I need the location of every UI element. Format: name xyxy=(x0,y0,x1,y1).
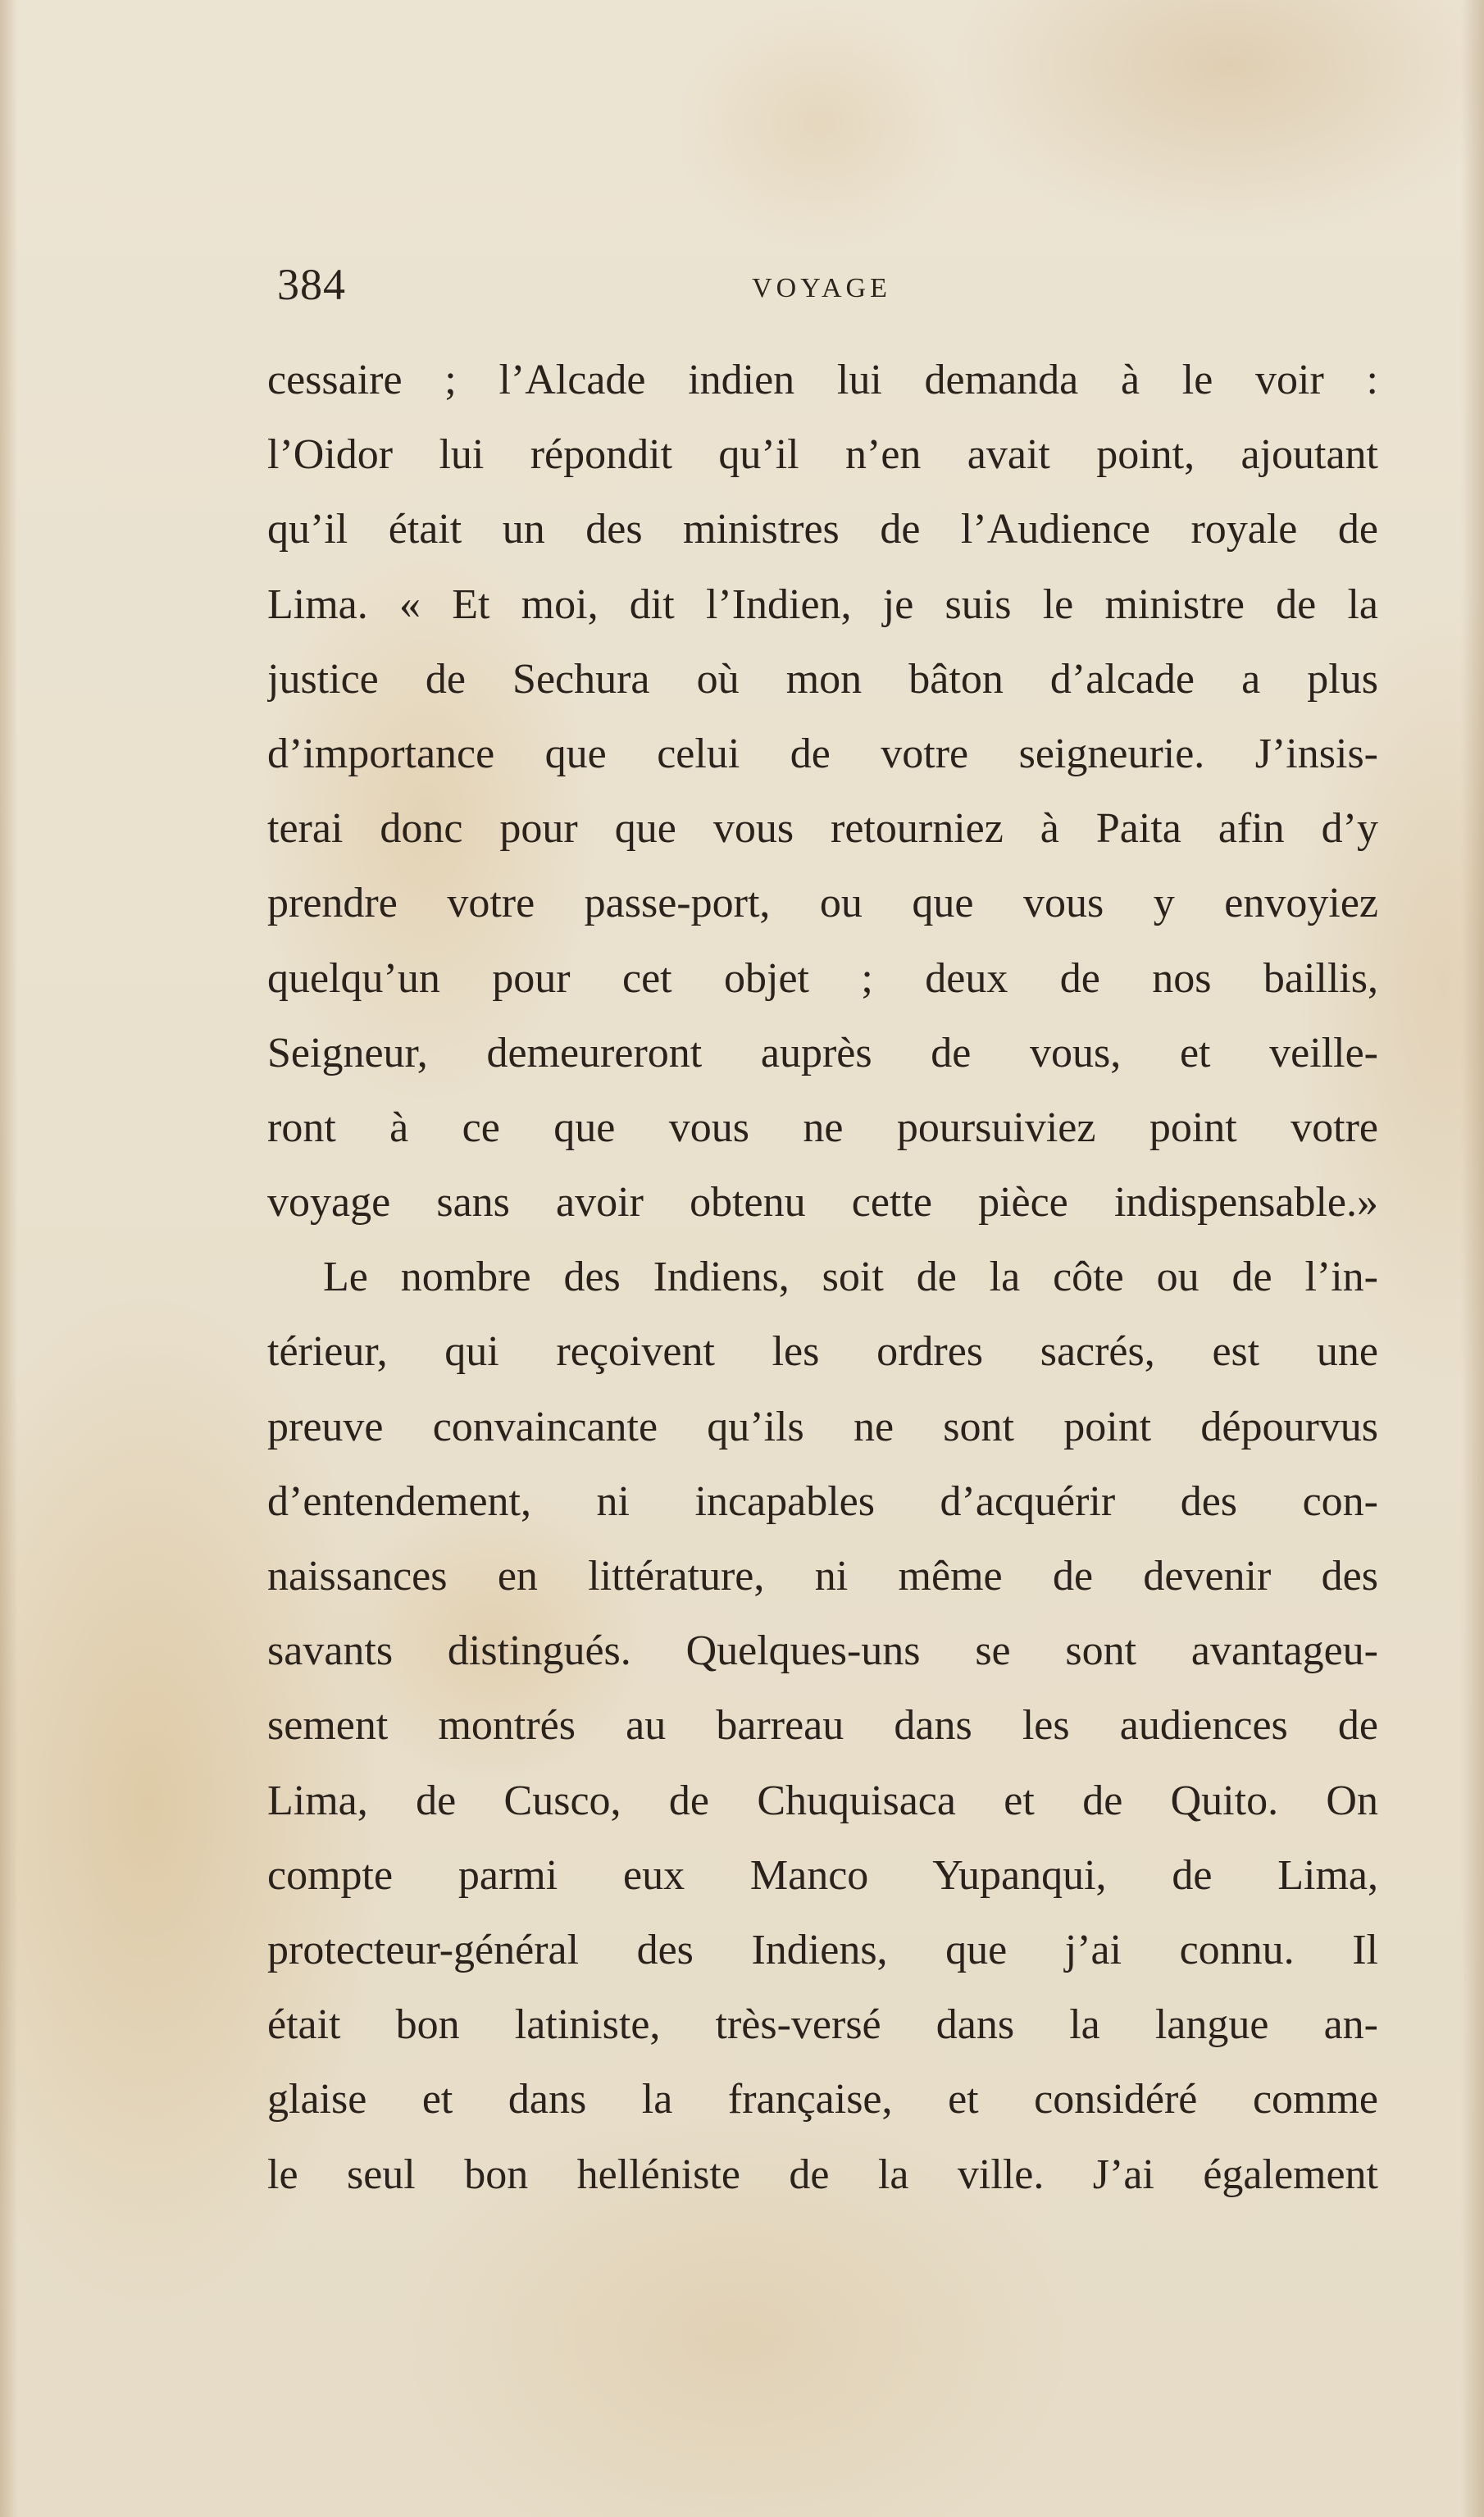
text-line: glaise et dans la française, et considéré comme xyxy=(267,2076,1378,2123)
text-line: prendre votre passe-port, ou que vous y envoyiez xyxy=(267,880,1378,927)
text-line: d’entendement, ni incapables d’acquérir des con- xyxy=(267,1477,1378,1525)
text-line: sement montrés au barreau dans les audiences de xyxy=(267,1702,1378,1750)
text-line: naissances en littérature, ni même de devenir des xyxy=(267,1553,1378,1600)
text-line: Lima. « Et moi, dit l’Indien, je suis le ministre de la xyxy=(267,580,1378,628)
text-line: preuve convaincante qu’ils ne sont point dépourvus xyxy=(267,1403,1378,1450)
text-line: térieur, qui reçoivent les ordres sacrés, est une xyxy=(267,1328,1378,1376)
page-header xyxy=(264,256,1379,313)
text-line: l’Oidor lui répondit qu’il n’en avait point, ajoutant xyxy=(267,431,1378,479)
text-line: d’importance que celui de votre seigneurie. J’insis- xyxy=(267,730,1378,777)
text-line: terai donc pour que vous retourniez à Paita afin d’y xyxy=(267,805,1378,853)
paragraph-first-line: Le nombre des Indiens, soit de la côte ou de l’in- xyxy=(323,1254,1378,1301)
text-line: le seul bon helléniste de la ville. J’ai également xyxy=(267,2151,1378,2198)
text-line: savants distingués. Quelques-uns se sont avantageu- xyxy=(267,1627,1378,1675)
text-line: Lima, de Cusco, de Chuquisaca et de Quito. On xyxy=(267,1777,1378,1824)
text-line: justice de Sechura où mon bâton d’alcade a plus xyxy=(267,655,1378,703)
text-line: quelqu’un pour cet objet ; deux de nos baillis, xyxy=(267,954,1378,1002)
text-line: voyage sans avoir obtenu cette pièce indispensable.» xyxy=(267,1179,1378,1227)
running-head: VOYAGE xyxy=(752,273,891,303)
page-number: 384 xyxy=(277,260,346,309)
text-line: ront à ce que vous ne poursuiviez point votre xyxy=(267,1104,1378,1151)
text-line: protecteur-général des Indiens, que j’ai connu. Il xyxy=(267,1926,1378,1973)
body-text xyxy=(267,343,1378,2212)
text-line: compte parmi eux Manco Yupanqui, de Lima, xyxy=(267,1851,1378,1899)
text-line: qu’il était un des ministres de l’Audience royale de xyxy=(267,506,1378,553)
text-line: était bon latiniste, très-versé dans la langue an- xyxy=(267,2001,1378,2049)
text-line: cessaire ; l’Alcade indien lui demanda à le voir : xyxy=(267,357,1378,403)
text-line: Seigneur, demeureront auprès de vous, et veille- xyxy=(267,1029,1378,1076)
